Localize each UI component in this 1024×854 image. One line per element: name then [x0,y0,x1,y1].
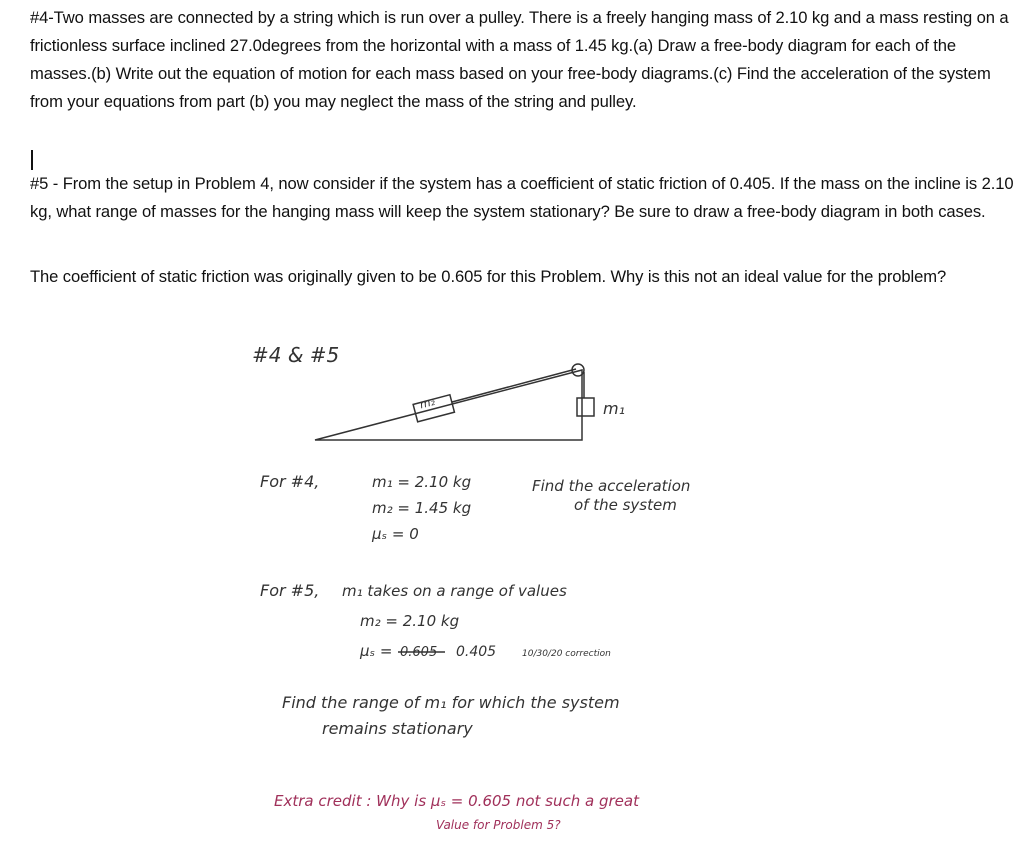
p5-line1: m₁ takes on a range of values [342,582,567,600]
p5-task-line1: Find the range of m₁ for which the system [282,693,620,712]
p4-intro: For #4, [260,472,320,491]
hanging-block [577,398,594,416]
p4-m1: m₁ = 2.10 kg [372,473,472,491]
extra-credit-line1: Extra credit : Why is μₛ = 0.605 not such a great [274,792,639,810]
p5-mu-prefix: μₛ = [360,642,393,660]
p5-m2: m₂ = 2.10 kg [360,612,460,630]
hanging-mass-label: m₁ [603,399,625,418]
incline-mass-label: m₂ [418,394,437,412]
p5-mu-old-crossed: 0.605 [400,645,438,660]
static-friction-note: The coefficient of static friction was originally given to be 0.605 for this Problem. Why is this not an ideal value for the problem? [30,267,947,286]
string-incline-segment [452,369,576,402]
p5-task-line2: remains stationary [322,719,473,738]
p5-correction-note: 10/30/20 correction [522,649,611,659]
p5-mu-new: 0.405 [456,644,497,660]
p4-m2: m₂ = 1.45 kg [372,499,472,517]
handwritten-notes-figure [240,322,790,850]
notes-heading: #4 & #5 [252,343,340,367]
problem-5-text: #5 - From the setup in Problem 4, now consider if the system has a coefficient of static friction of 0.405. If the mass on the incline is 2.10 kg, what range of masses for the hanging mass will keep the system stationary? Be sure to draw a free-body diagram in both cases. [30,174,1014,221]
incline-pulley-diagram [315,364,594,440]
p4-task-line2: of the system [574,496,677,514]
extra-credit-line2: Value for Problem 5? [436,818,561,832]
incline-triangle [315,370,582,440]
problem-4-text: #4-Two masses are connected by a string which is run over a pulley. There is a freely hanging mass of 2.10 kg and a mass resting on a frictionless surface inclined 27.0degrees from the horizontal with a mass of 1.45 kg.(a) Draw a free-body diagram for each of the masses.(b) Write out the equation of motion for each mass based on your free-body diagrams.(c) Find the acceleration of the system from your equations from part (b) you may neglect the mass of the string and pulley. [30,8,1009,111]
p5-intro: For #5, [260,581,320,600]
p4-task-line1: Find the acceleration [532,477,691,495]
text-cursor [31,150,33,170]
p4-mu: μₛ = 0 [372,525,419,543]
